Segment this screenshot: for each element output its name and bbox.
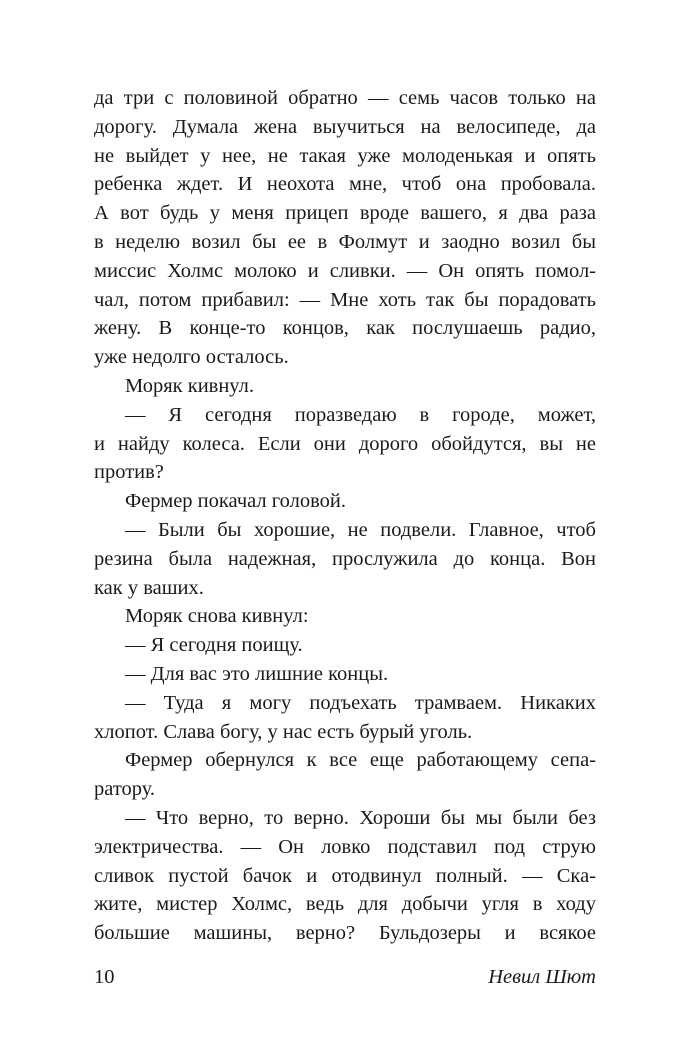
text-line: А вот будь у меня прицеп вроде вашего, я два раза [94,202,596,225]
text-line: — Были бы хорошие, не подвели. Главное, чтоб [125,518,596,541]
text-line: большие машины, верно? Бульдозеры и всякое [94,922,596,945]
text-line: сливок пустой бачок и отодвинул полный. — Ска- [94,864,596,887]
text-line: не выйдет у нее, не такая уже молоденькая и опять [94,144,596,167]
text-line: миссис Холмс молоко и сливки. — Он опять помол- [94,259,596,282]
text-line: Фермер покачал головой. [125,490,347,513]
text-line: Моряк кивнул. [125,374,255,397]
text-line: ребенка ждет. И неохота мне, чтоб она пробовала. [94,173,596,196]
text-line: электричества. — Он ловко подставил под струю [94,835,596,858]
running-author: Невил Шют [488,966,596,988]
text-line: резина была надежная, прослужила до конца. Вон [94,547,596,570]
text-line: — Я сегодня поразведаю в городе, может, [125,403,596,426]
text-line: чал, потом прибавил: — Мне хоть так бы порадовать [94,288,596,311]
text-line: — Туда я могу подъехать трамваем. Никаких [125,691,596,714]
text-line: да три с половиной обратно — семь часов только на [94,87,596,109]
text-line: против? [94,461,164,484]
text-line: хлопот. Слава богу, у нас есть бурый уголь. [94,720,473,743]
text-line: как у ваших. [94,576,204,599]
text-line: жену. В конце-то концов, как послушаешь радио, [94,317,596,340]
text-line: — Для вас это лишние концы. [125,662,389,685]
text-line: уже недолго осталось. [94,346,289,369]
page-body-text [94,84,596,948]
text-line: и найду колеса. Если они дорого обойдутся, вы не [94,432,596,455]
text-line: ратору. [94,778,156,801]
text-line: дорогу. Думала жена выучиться на велосипеде, да [94,115,596,138]
text-line: Моряк снова кивнул: [125,605,309,628]
text-line: Фермер обернулся к все еще работающему сепа- [125,749,596,772]
text-line: в неделю возил бы ее в Фолмут и заодно возил бы [94,230,596,253]
text-line: — Что верно, то верно. Хороши бы мы были без [125,806,596,829]
text-line: — Я сегодня поищу. [125,634,303,657]
text-line: жите, мистер Холмс, ведь для добычи угля в ходу [94,893,596,916]
page-number: 10 [94,966,115,988]
